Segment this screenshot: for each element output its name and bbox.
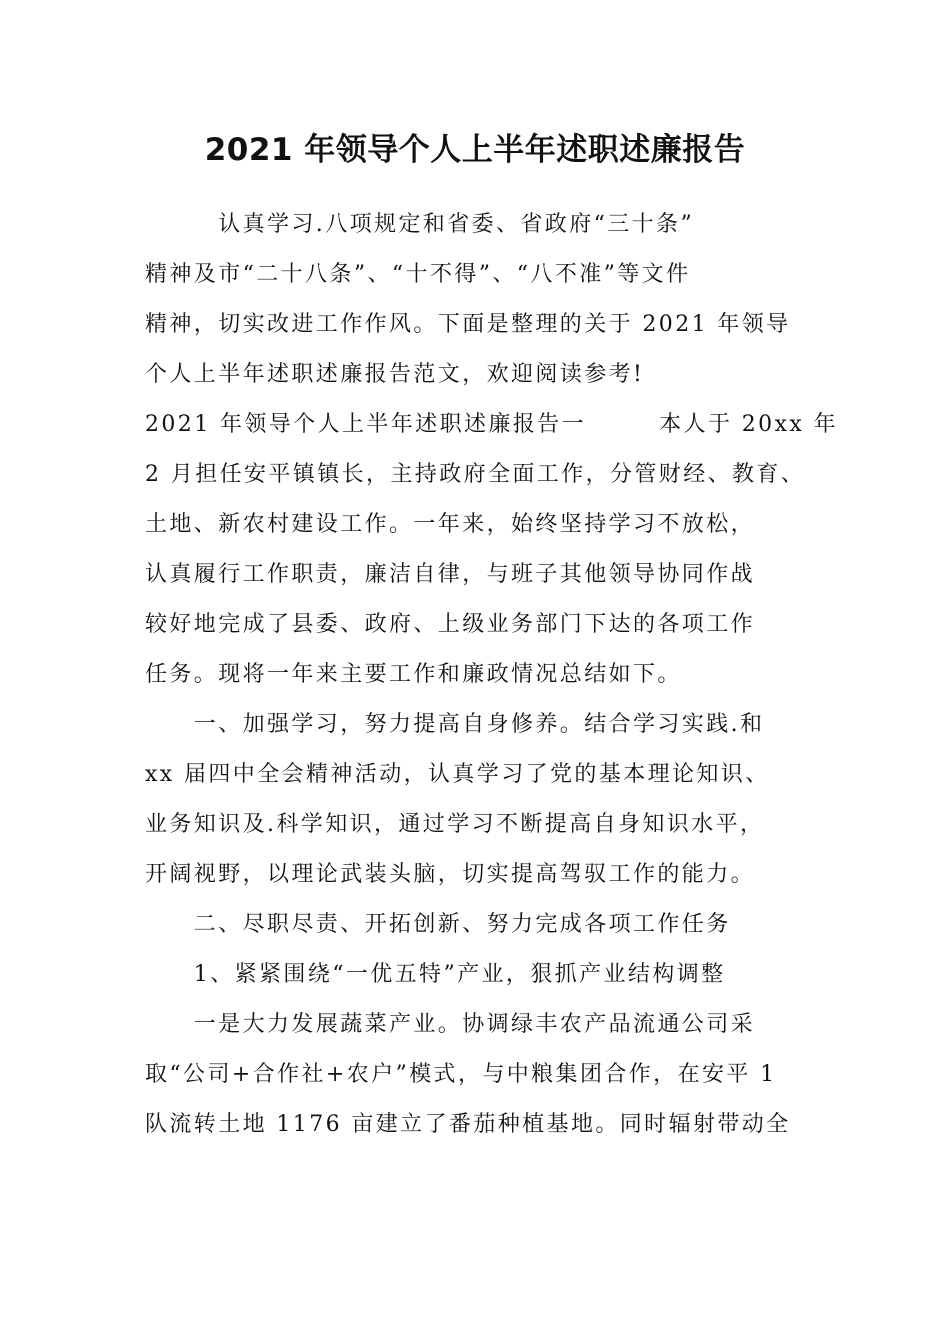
document-title: 2021 年领导个人上半年述职述廉报告 <box>204 132 746 168</box>
body-line: 一是大力发展蔬菜产业。协调绿丰农产品流通公司采 <box>145 1012 756 1037</box>
body-line: 一、加强学习，努力提高自身修养。结合学习实践.和 <box>145 712 765 737</box>
body-line: 开阔视野，以理论武装头脑，切实提高驾驭工作的能力。 <box>145 862 756 887</box>
body-line: 队流转土地 1176 亩建立了番茄种植基地。同时辐射带动全 <box>145 1112 791 1137</box>
body-line: 认真学习.八项规定和省委、省政府“三十条” <box>145 212 695 237</box>
body-line: 较好地完成了县委、政府、上级业务部门下达的各项工作 <box>145 612 756 637</box>
body-line: 2 月担任安平镇镇长，主持政府全面工作，分管财经、教育、 <box>145 462 806 487</box>
body-line: 1、紧紧围绕“一优五特”产业，狠抓产业结构调整 <box>145 962 726 987</box>
body-line: 二、尽职尽责、开拓创新、努力完成各项工作任务 <box>145 912 731 937</box>
body-line: 认真履行工作职责，廉洁自律，与班子其他领导协同作战 <box>145 562 756 587</box>
body-line: 土地、新农村建设工作。一年来，始终坚持学习不放松， <box>145 512 756 537</box>
body-line: 任务。现将一年来主要工作和廉政情况总结如下。 <box>145 662 682 687</box>
body-line: 精神及市“二十八条”、“十不得”、“八不准”等文件 <box>145 262 691 287</box>
body-line: 2021 年领导个人上半年述职述廉报告一 本人于 20xx 年 <box>145 412 838 437</box>
body-line: 精神，切实改进工作作风。下面是整理的关于 2021 年领导 <box>145 312 791 337</box>
body-line: 业务知识及.科学知识，通过学习不断提高自身知识水平， <box>145 812 765 837</box>
body-line: xx 届四中全会精神活动，认真学习了党的基本理论知识、 <box>145 762 770 787</box>
body-line: 个人上半年述职述廉报告范文，欢迎阅读参考! <box>145 362 645 387</box>
body-line: 取“公司+合作社+农户”模式，与中粮集团合作，在安平 1 <box>145 1062 777 1087</box>
